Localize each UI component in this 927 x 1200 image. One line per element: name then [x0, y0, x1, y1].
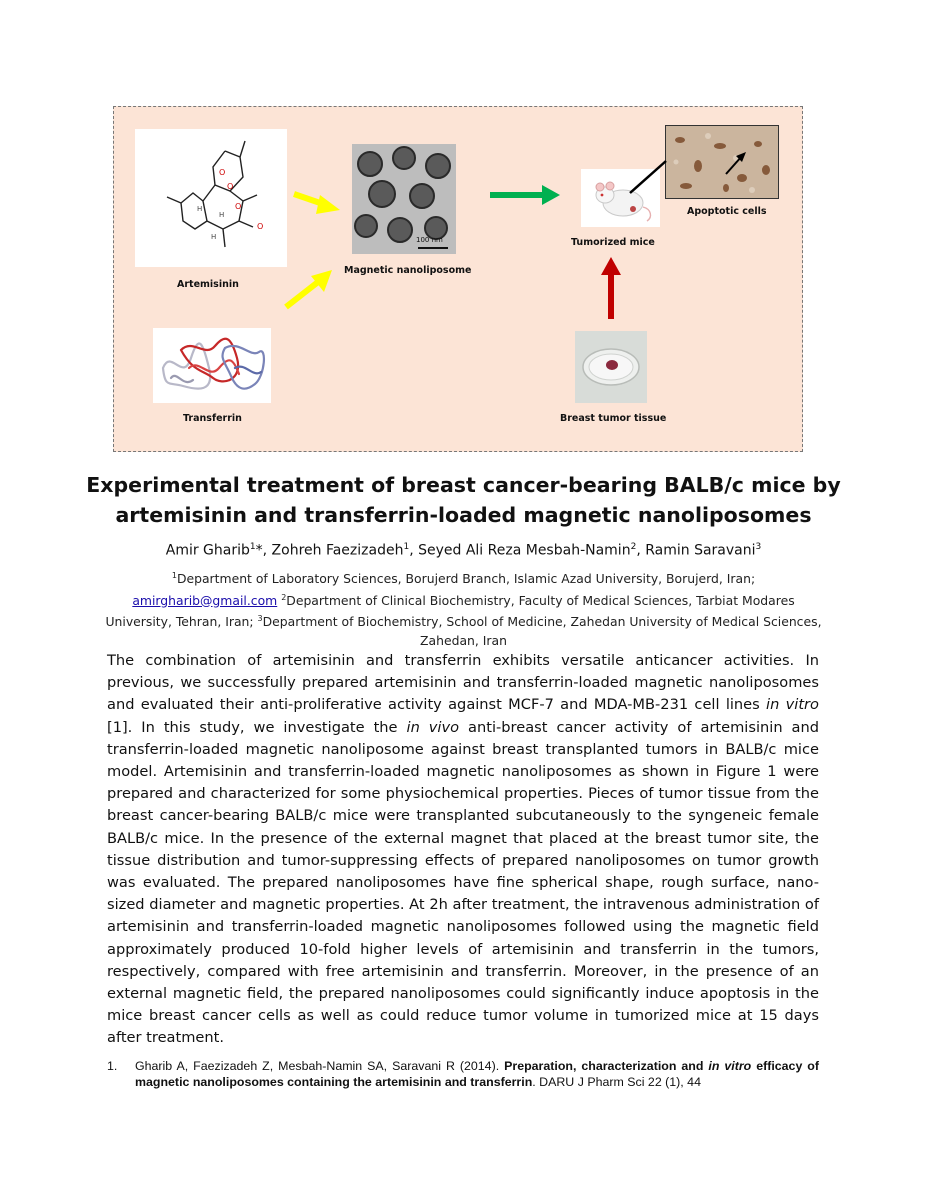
reference-number: 1.	[107, 1059, 118, 1073]
affiliation-2: Department of Clinical Biochemistry, Faculty of Medical Sciences, Tarbiat Modares University, Tehran, Iran;	[105, 592, 795, 630]
apoptotic-cells-label: Apoptotic cells	[687, 206, 767, 217]
tumorized-mice-label: Tumorized mice	[571, 237, 655, 248]
author-affiliation-sup: 2	[630, 542, 637, 552]
author-name: Ramin Saravani	[645, 542, 756, 559]
title-line-2: artemisinin and transferrin-loaded magnetic nanoliposomes	[115, 503, 812, 527]
reference-item	[107, 1058, 819, 1090]
author-name: Seyed Ali Reza Mesbah-Namin	[418, 542, 631, 559]
svg-text:H: H	[219, 211, 225, 219]
svg-text:O: O	[227, 182, 234, 191]
yellow-arrow-icon	[286, 270, 332, 307]
svg-text:O: O	[219, 168, 226, 177]
author-name: Zohreh Faezizadeh	[271, 542, 404, 559]
yellow-arrow-icon	[294, 194, 340, 214]
reference-authors: Gharib A, Faezizadeh Z, Mesbah-Namin SA, Saravani R (2014).	[135, 1059, 505, 1073]
reference-title: efficacy of magnetic nanoliposomes containing the artemisinin and transferrin	[135, 1059, 820, 1089]
transferrin-label: Transferrin	[183, 413, 242, 424]
breast-tumor-tissue-label: Breast tumor tissue	[560, 413, 667, 424]
abstract-text: [1]. In this study, we investigate the	[107, 718, 407, 736]
abstract-body	[107, 650, 819, 1050]
affiliation-1: Department of Laboratory Sciences, Borujerd Branch, Islamic Azad University, Borujerd, Iran;	[176, 571, 756, 587]
abstract-text: The combination of artemisinin and transferrin exhibits versatile anticancer activities. In previous, we successfully prepared artemisinin and transferrin-loaded magnetic nanoliposomes and evaluated their anti-proliferative activity against MCF-7 and MDA-MB-231 cell lines	[107, 652, 819, 714]
reference-title-italic: in vitro	[708, 1059, 752, 1073]
affiliations	[100, 567, 827, 650]
svg-text:H: H	[197, 205, 203, 213]
corresponding-mark: *	[255, 542, 263, 559]
abstract-text: anti-breast cancer activity of artemisinin and transferrin-loaded magnetic nanoliposome against breast transplanted tumors in BALB/c mice model. Artemisinin and transferrin-loaded magnetic nanoliposomes as shown in Figure 1 were prepared and characterized for some physiochemical properties. Pieces of tumor tissue from the breast cancer-bearing BALB/c mice were transplanted subcutaneously to the syngeneic female BALB/c mice. In the presence of the external magnet that placed at the breast tumor site, the tissue distribution and tumor-suppressing effects of prepared nanoliposomes on tumor growth was evaluated. The prepared nanoliposomes have fine spherical shape, rough surface, nano-sized diameter and magnetic properties. At 2h after treatment, the intravenous administration of artemisinin and transferrin-loaded magnetic nanoliposomes followed using the magnetic field approximately produced 10-fold higher levels of artemisinin and transferrin in the tumors, respectively, compared with free artemisinin and transferrin. Moreover, in the presence of an external magnetic field, the prepared nanoliposomes could significantly induce apoptosis in the mice breast cancer cells as well as could reduce tumor volume in tumorized mice at 15 days after treatment.	[107, 718, 820, 1047]
svg-text:O: O	[257, 222, 264, 231]
green-arrow-icon	[490, 185, 560, 205]
scale-bar-label: 100 nm	[416, 236, 443, 244]
abstract-italic: in vitro	[766, 696, 819, 714]
flow-arrows	[114, 107, 804, 453]
affiliation-sup: 2	[281, 592, 287, 602]
reference-list	[107, 1058, 819, 1090]
artemisinin-label: Artemisinin	[177, 279, 239, 290]
graphical-abstract	[113, 106, 803, 452]
red-arrow-icon	[601, 257, 621, 319]
email-link[interactable]: amirgharib@gmail.com	[132, 592, 278, 608]
author-name: Amir Gharib	[165, 542, 250, 559]
svg-text:O: O	[235, 202, 242, 211]
reference-title: Preparation, characterization and	[504, 1059, 709, 1073]
affiliation-3: Department of Biochemistry, School of Medicine, Zahedan University of Medical Sciences, Zahedan, Iran	[262, 614, 822, 648]
svg-text:H: H	[211, 233, 217, 241]
affiliation-sup: 1	[171, 571, 177, 580]
affiliation-sup: 3	[257, 614, 263, 624]
author-list: Amir Gharib$^1$*, Zohreh Faezizadeh$^1$, Seyed Ali Reza Mesbah-Namin$^2$, Ramin Saravani$^3$	[165, 542, 762, 559]
author-affiliation-sup: 1	[403, 542, 410, 552]
author-affiliation-sup: 3	[755, 542, 762, 552]
nanoliposome-label: Magnetic nanoliposome	[344, 265, 472, 276]
reference-journal: . DARU J Pharm Sci 22 (1), 44	[532, 1075, 701, 1089]
paper-title	[60, 470, 867, 530]
abstract-italic: in vivo	[406, 718, 460, 736]
author-affiliation-sup: 1	[249, 542, 256, 552]
title-line-1: Experimental treatment of breast cancer-bearing BALB/c mice by	[86, 473, 841, 497]
